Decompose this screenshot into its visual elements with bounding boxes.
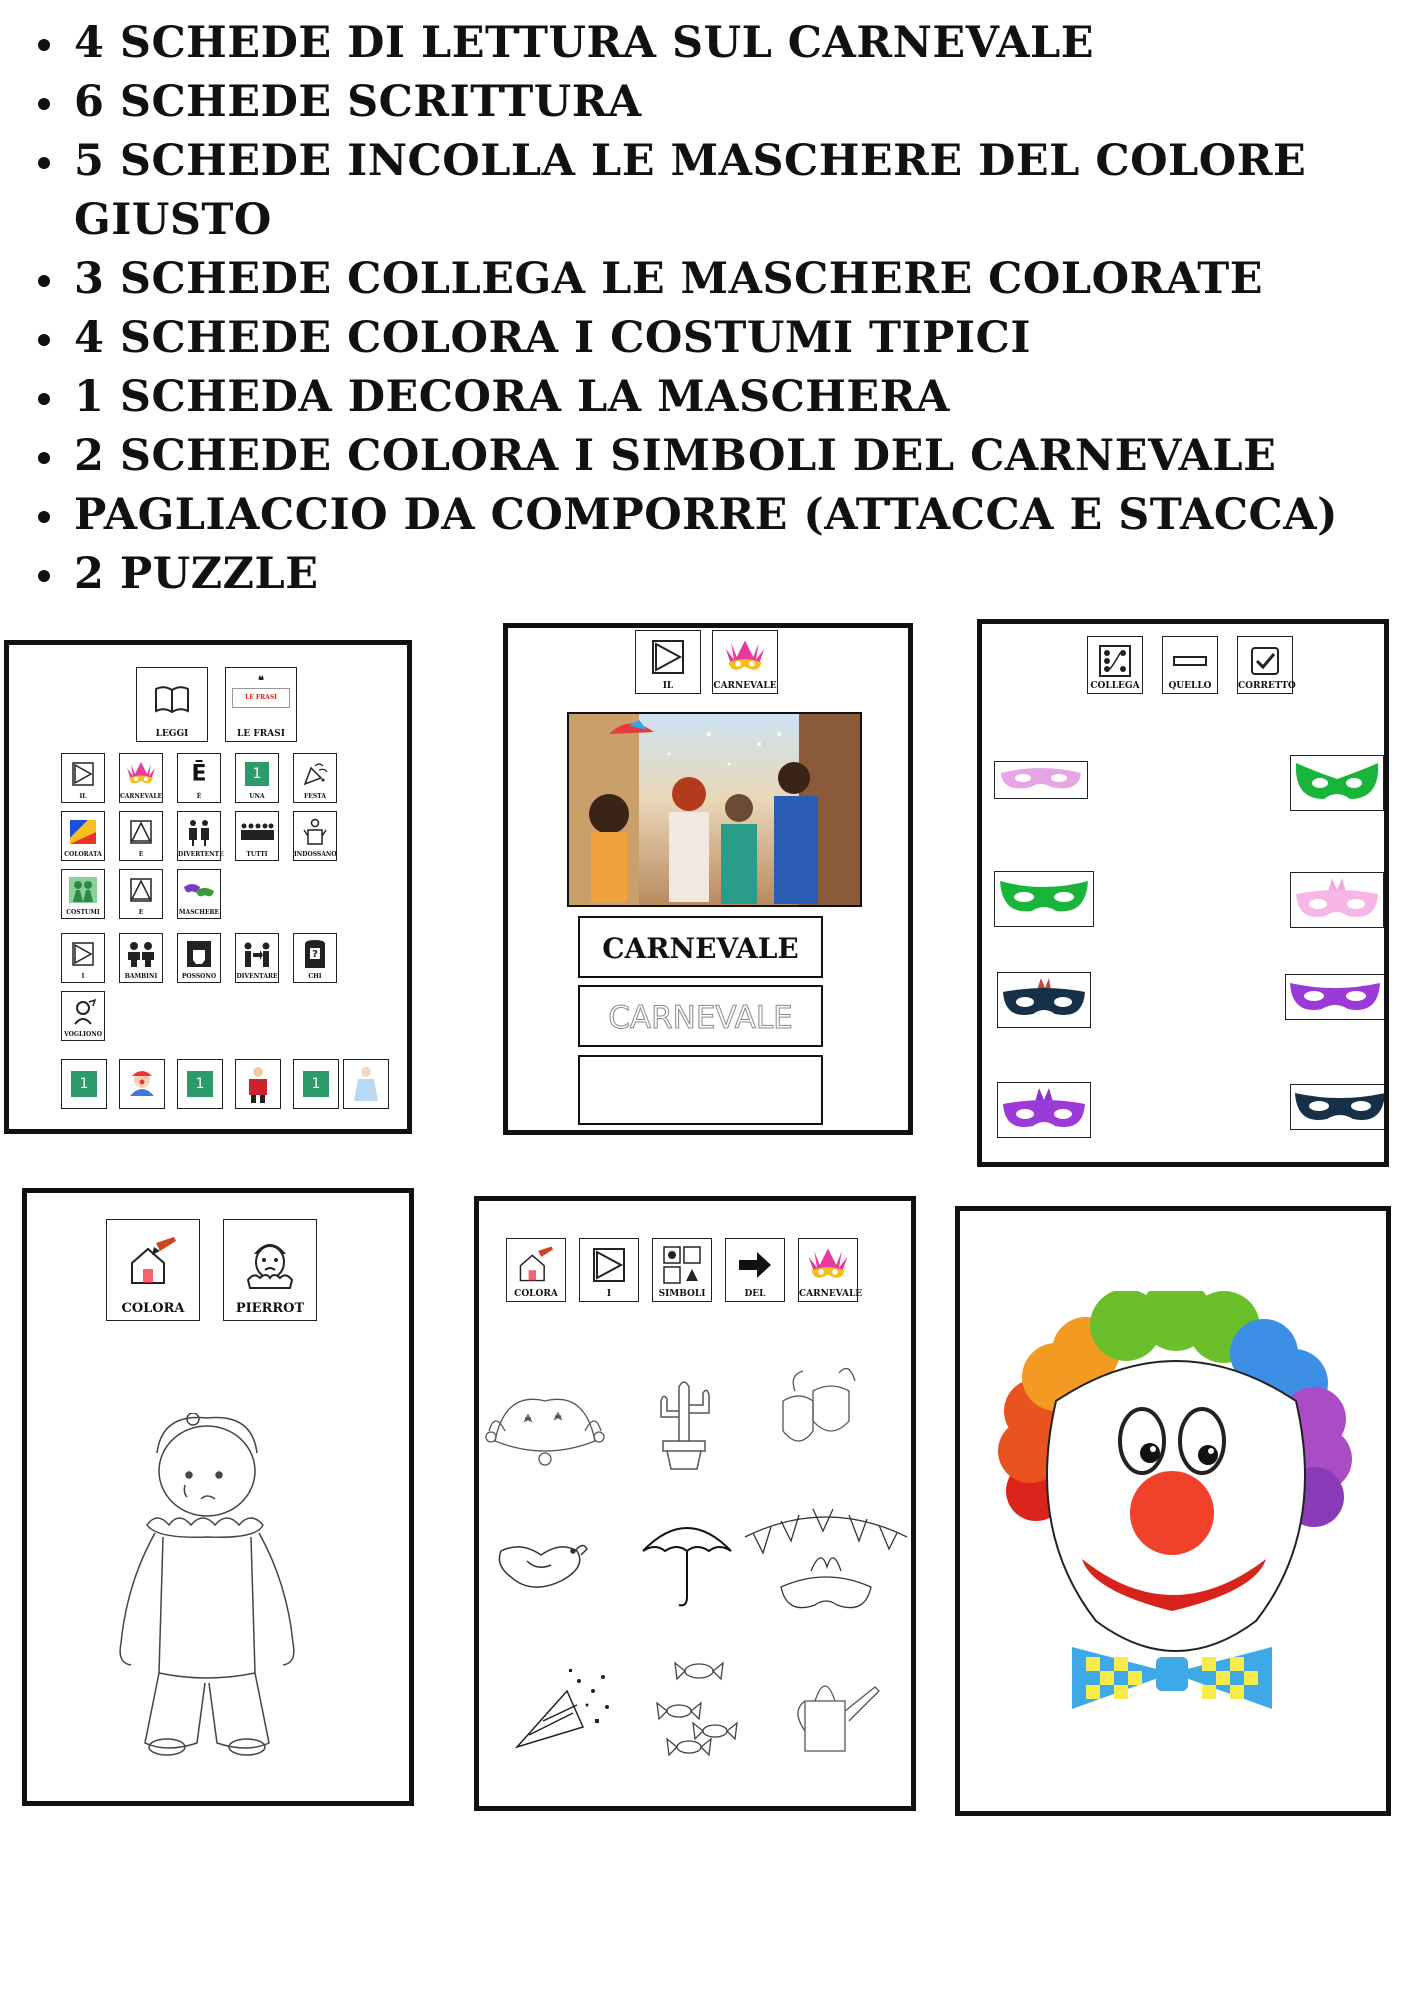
symbol-label: FESTA — [304, 793, 326, 800]
party-hat-drawing — [507, 1661, 617, 1761]
watering-can-drawing — [785, 1661, 885, 1761]
triangle-icon — [592, 1247, 626, 1283]
theatre-masks-drawing — [769, 1361, 869, 1471]
symbol-vogliono — [61, 991, 105, 1041]
card-label: CORRETTO — [1238, 681, 1296, 691]
list-item: 2 SCHEDE COLORA I SIMBOLI DEL CARNEVALE — [30, 427, 1400, 486]
card-carnevale — [712, 630, 778, 694]
answer-one — [293, 1059, 339, 1109]
symbol-i — [61, 933, 105, 983]
card-i — [579, 1238, 639, 1302]
mask-right-purple — [1285, 974, 1385, 1020]
mask-right-dark — [1290, 1084, 1389, 1130]
mask-left-pink — [994, 761, 1088, 799]
symbol-label: DIVERTENTE — [178, 851, 224, 858]
mask-left-purple — [997, 1082, 1091, 1138]
number-one-icon: 1 — [187, 1071, 213, 1097]
symbol-label: COSTUMI — [66, 909, 100, 916]
symbol-tutti — [235, 811, 279, 861]
costume-icon — [68, 876, 98, 904]
symbol-il — [61, 753, 105, 803]
symbol-label: DIVENTARE — [236, 973, 278, 980]
transform-icon — [241, 941, 273, 967]
symbol-una — [235, 753, 279, 803]
want-icon — [69, 998, 97, 1026]
card-il — [635, 630, 701, 694]
symbol-label: CHI — [308, 973, 322, 980]
card-colora — [106, 1219, 200, 1321]
umbrella-drawing — [637, 1511, 737, 1611]
pierrot-coloring-illustration — [107, 1413, 307, 1763]
symbol-indossano — [293, 811, 337, 861]
symbol-label: I — [81, 973, 85, 980]
word-box-carnevale — [578, 916, 823, 978]
list-item: 4 SCHEDE COLORA I COSTUMI TIPICI — [30, 309, 1400, 368]
triangle-icon — [651, 639, 685, 675]
group-icon — [240, 821, 274, 843]
le-frasi-inner: LE FRASI — [232, 688, 290, 708]
pink-mask-icon — [1294, 876, 1380, 924]
symbol-label: E — [138, 909, 144, 916]
carnival-mask-icon — [806, 1245, 850, 1285]
list-item: 6 SCHEDE SCRITTURA — [30, 73, 1400, 132]
symbols-icon — [662, 1245, 702, 1285]
dark-mask-icon — [1001, 976, 1087, 1024]
masks-icon — [182, 879, 216, 901]
costume-picture-icon — [243, 1065, 273, 1103]
symbol-e-accent — [177, 753, 221, 803]
card-del — [725, 1238, 785, 1302]
product-contents-list — [30, 14, 1400, 604]
list-item: 5 SCHEDE INCOLLA LE MASCHERE DEL COLORE GIUSTO — [30, 132, 1400, 250]
symbol-label: IL — [79, 793, 87, 800]
card-label: IL — [662, 681, 674, 691]
number-one-icon: 1 — [245, 762, 269, 786]
triangle-icon — [129, 877, 153, 903]
green-mask-icon — [998, 875, 1090, 923]
sheet-preview-clown — [955, 1206, 1391, 1816]
carnival-mask-icon — [125, 760, 157, 788]
answer-one — [61, 1059, 107, 1109]
clown-picture-icon — [124, 1066, 160, 1102]
triangle-icon — [129, 819, 153, 845]
symbol-chi — [293, 933, 337, 983]
answer-princess — [343, 1059, 389, 1109]
symbol-label: È — [196, 793, 202, 800]
sheet-preview-writing — [503, 623, 913, 1135]
mask-left-dark — [997, 972, 1091, 1028]
card-le-frasi — [225, 667, 297, 742]
card-colora — [506, 1238, 566, 1302]
bar-icon — [1173, 656, 1207, 666]
symbol-possono — [177, 933, 221, 983]
arrow-right-icon — [737, 1250, 773, 1280]
e-glyph-icon: Ē — [191, 761, 207, 787]
symbol-e — [119, 811, 163, 861]
carnival-mask-icon — [723, 637, 767, 677]
party-popper-icon — [301, 760, 329, 788]
symbol-label: INDOSSANO — [294, 851, 337, 858]
list-item: PAGLIACCIO DA COMPORRE (ATTACCA E STACCA) — [30, 486, 1400, 545]
symbol-e — [119, 869, 163, 919]
symbol-label: MASCHERE — [178, 909, 220, 916]
symbol-label: POSSONO — [181, 973, 217, 980]
candies-drawing — [649, 1651, 749, 1761]
card-collega — [1087, 636, 1143, 694]
dark-mask-icon — [1293, 1087, 1387, 1127]
symbol-bambini — [119, 933, 163, 983]
answer-one — [177, 1059, 223, 1109]
triangle-icon — [71, 761, 95, 787]
question-person-icon — [303, 940, 327, 968]
card-label: QUELLO — [1168, 681, 1212, 691]
word-carnevale: CARNEVALE — [602, 932, 799, 965]
symbol-maschere — [177, 869, 221, 919]
symbol-costumi — [61, 869, 105, 919]
trace-box-carnevale — [578, 985, 823, 1047]
color-house-icon — [516, 1245, 556, 1285]
sheet-preview-reading — [4, 640, 412, 1134]
list-item: 1 SCHEDA DECORA LA MASCHERA — [30, 368, 1400, 427]
symbol-label: COLORATA — [64, 851, 102, 858]
connect-icon — [1098, 644, 1132, 678]
fist-icon — [186, 940, 212, 968]
svg-text:?: ? — [312, 949, 318, 961]
jester-hat-drawing — [485, 1371, 605, 1471]
symbol-label: TUTTI — [246, 851, 268, 858]
card-label: I — [606, 1289, 612, 1299]
card-simboli — [652, 1238, 712, 1302]
symbol-label: CARNEVALE — [120, 793, 163, 800]
symbol-festa — [293, 753, 337, 803]
bird-drawing — [491, 1521, 591, 1601]
cactus-pot-drawing — [649, 1371, 719, 1471]
card-pierrot — [223, 1219, 317, 1321]
person-dressing-icon — [302, 818, 328, 846]
symbol-label: E — [138, 851, 144, 858]
card-leggi — [136, 667, 208, 742]
pink-mask-icon — [999, 765, 1083, 795]
number-one-icon: 1 — [71, 1071, 97, 1097]
clown-face-illustration — [996, 1291, 1356, 1741]
children-icon — [125, 941, 157, 967]
colors-icon — [68, 818, 98, 846]
card-corretto — [1237, 636, 1296, 694]
mask-left-green — [994, 871, 1094, 927]
checkmark-icon — [1248, 644, 1282, 678]
card-label: COLORA — [514, 1289, 558, 1299]
card-carnevale — [798, 1238, 863, 1302]
sheet-preview-match-masks — [977, 619, 1389, 1167]
list-item: 3 SCHEDE COLLEGA LE MASCHERE COLORATE — [30, 250, 1400, 309]
symbol-colorata — [61, 811, 105, 861]
card-label: LEGGI — [155, 729, 189, 739]
symbol-diventare — [235, 933, 279, 983]
carnival-photo-illustration — [569, 714, 860, 905]
list-item: 4 SCHEDE DI LETTURA SUL CARNEVALE — [30, 14, 1400, 73]
answer-clown — [119, 1059, 165, 1109]
symbol-label: VOGLIONO — [64, 1031, 102, 1038]
people-dancing-icon — [184, 818, 214, 846]
write-box-empty — [578, 1055, 823, 1125]
card-label: DEL — [744, 1289, 766, 1299]
mask-right-green — [1290, 755, 1384, 811]
triangle-icon — [71, 941, 95, 967]
sheet-preview-color-pierrot — [22, 1188, 414, 1806]
carnival-photo — [567, 712, 862, 907]
color-house-icon — [126, 1235, 180, 1289]
answer-costume — [235, 1059, 281, 1109]
symbol-carnevale — [119, 753, 163, 803]
card-label: PIERROT — [235, 1301, 305, 1316]
sheet-preview-color-symbols — [474, 1196, 916, 1811]
quote-icon: ❝ — [258, 674, 264, 687]
number-one-icon: 1 — [303, 1071, 329, 1097]
card-label: COLLEGA — [1090, 681, 1140, 691]
symbol-label: UNA — [249, 793, 265, 800]
card-label: LE FRASI — [237, 729, 285, 739]
green-mask-icon — [1294, 759, 1380, 807]
card-label: COLORA — [121, 1301, 185, 1316]
clown-nose — [1130, 1471, 1214, 1555]
card-label: CARNEVALE — [799, 1289, 863, 1299]
card-label: CARNEVALE — [713, 681, 777, 691]
card-label: SIMBOLI — [658, 1289, 706, 1299]
card-quello — [1162, 636, 1218, 694]
clown-bow-tie — [1072, 1647, 1272, 1709]
book-icon — [152, 683, 192, 715]
princess-picture-icon — [353, 1065, 379, 1103]
mask-right-pink — [1290, 872, 1384, 928]
symbol-divertente — [177, 811, 224, 861]
bunting-mask-drawing — [741, 1497, 911, 1627]
trace-carnevale: CARNEVALE — [608, 1000, 793, 1036]
list-item: 2 PUZZLE — [30, 545, 1400, 604]
purple-mask-icon — [1288, 977, 1382, 1017]
purple-mask-icon — [1001, 1086, 1087, 1134]
pierrot-face-icon — [240, 1232, 300, 1292]
symbol-label: BAMBINI — [124, 973, 158, 980]
